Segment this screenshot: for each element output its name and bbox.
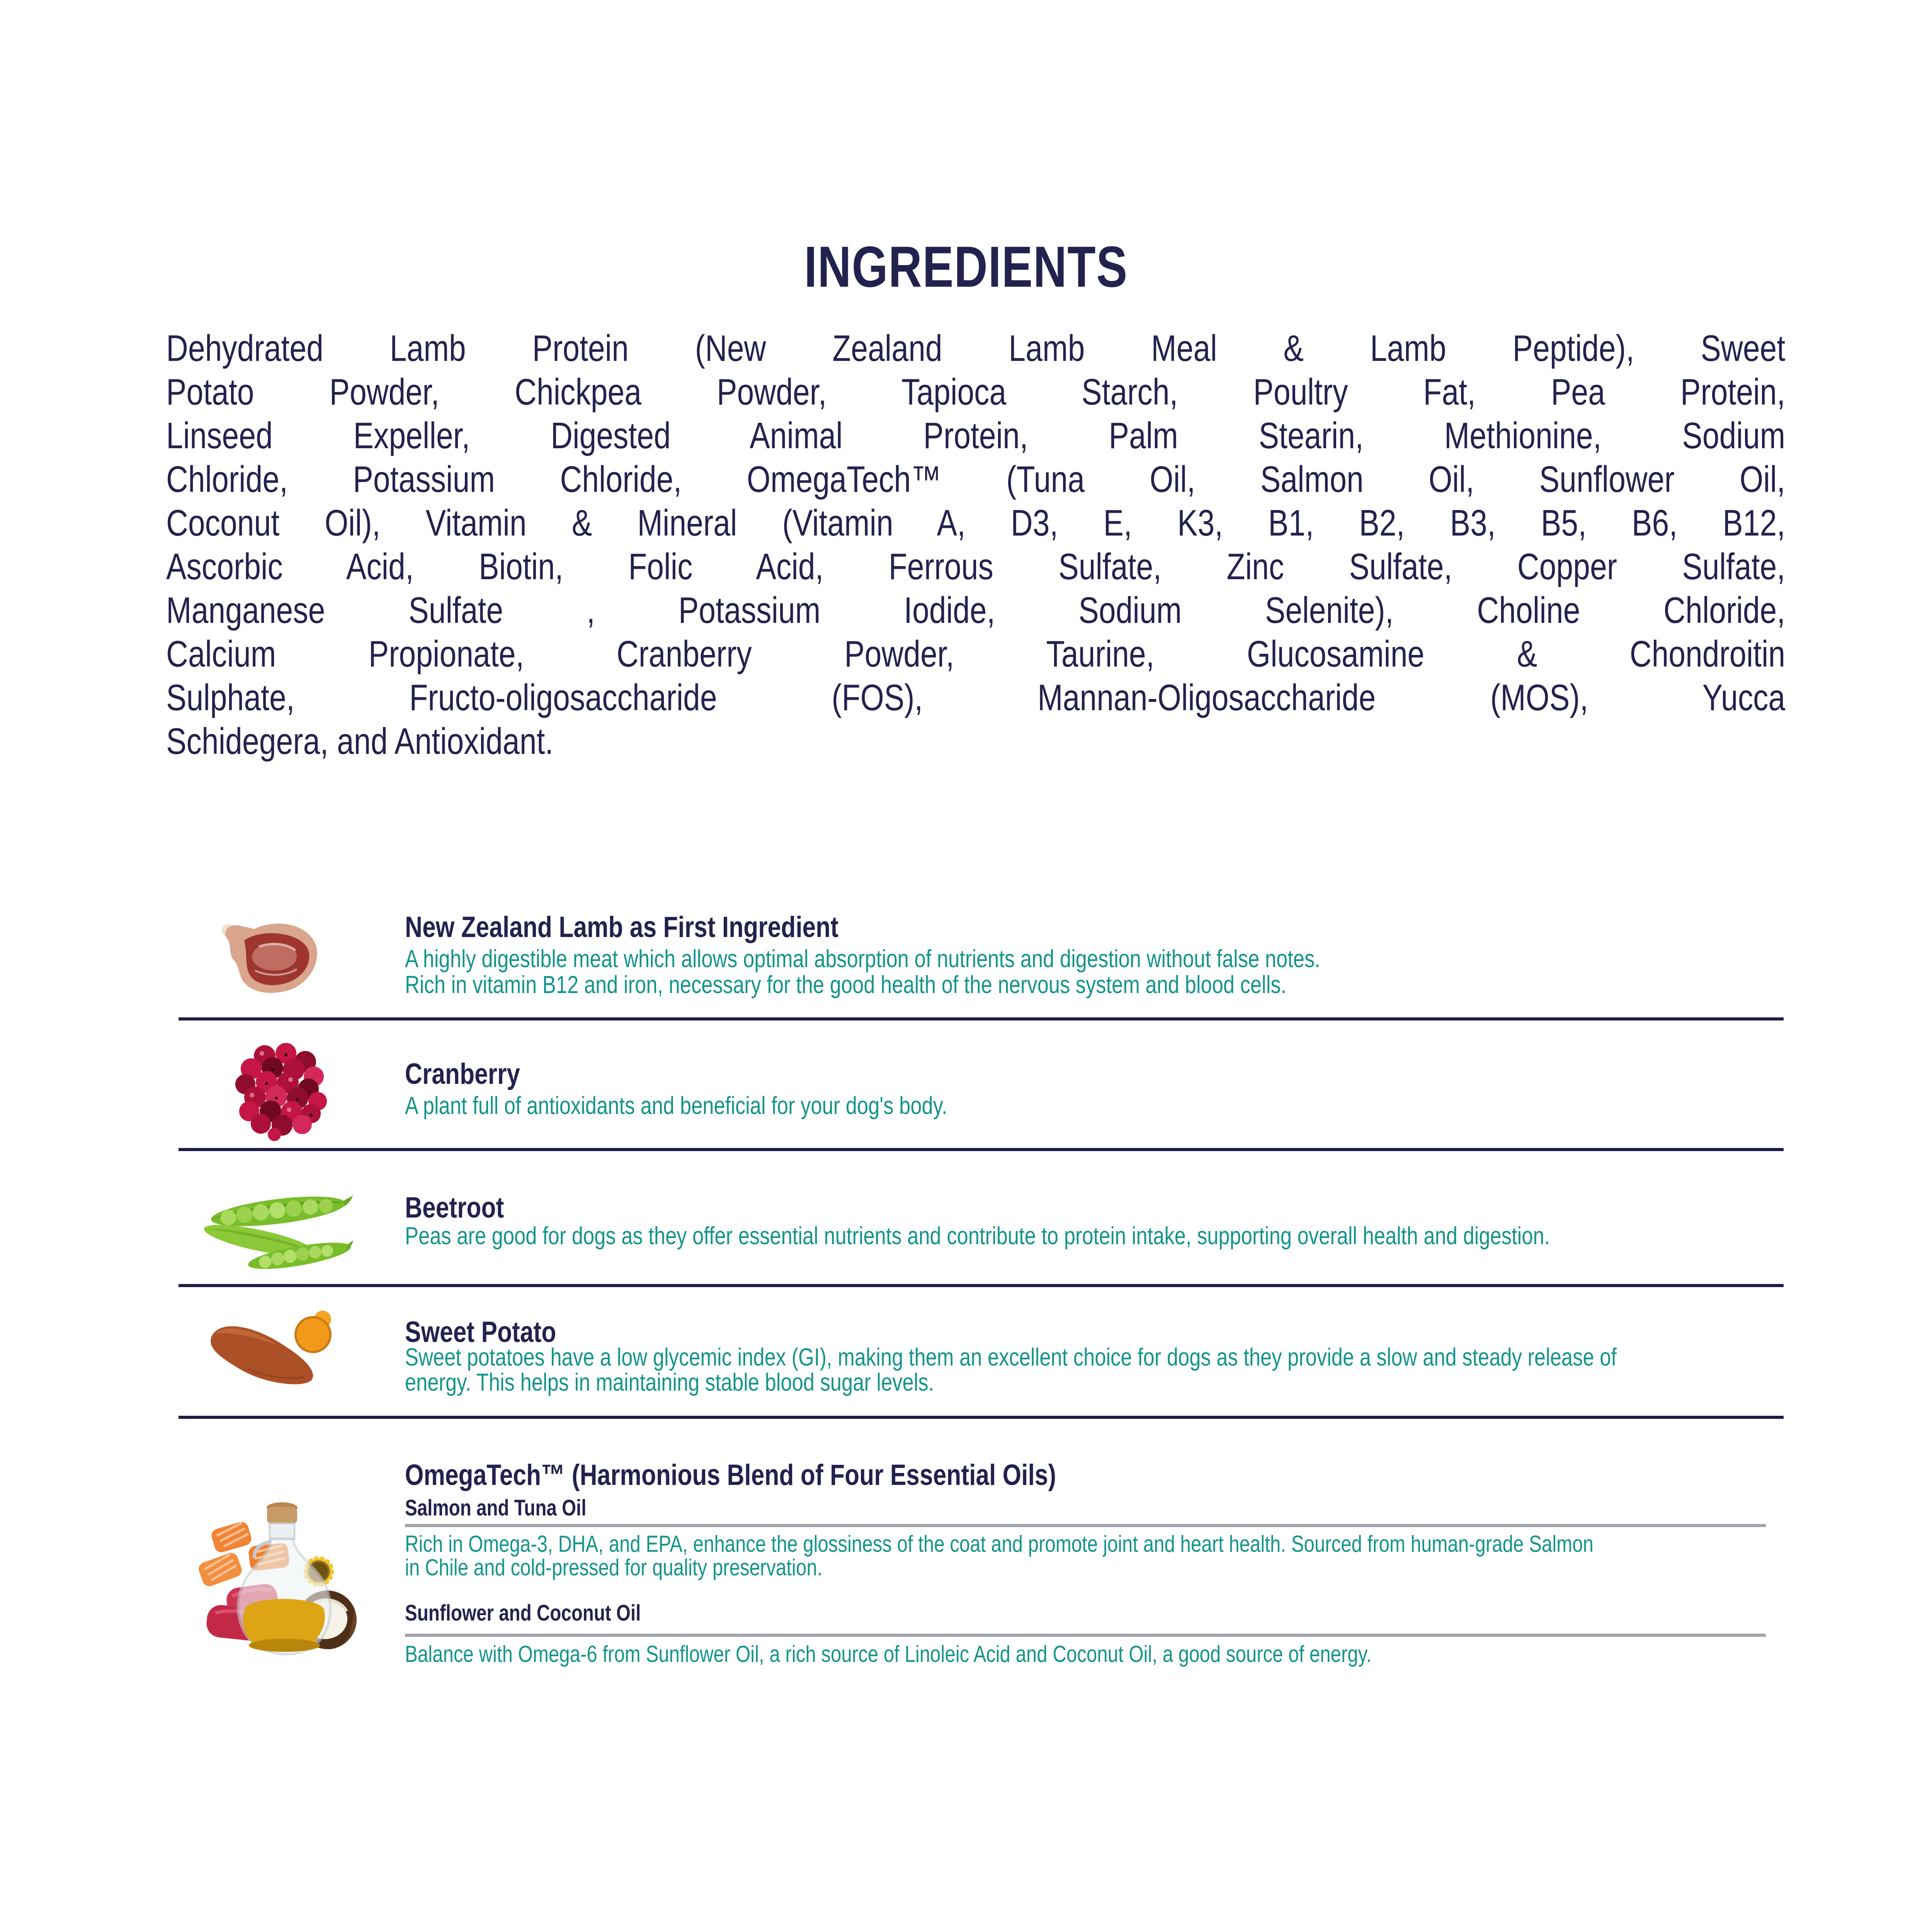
paragraph-line: Potato Powder, Chickpea Powder, Tapioca Starch, Poultry Fat, Pea Protein, [166, 371, 1786, 413]
subsection-desc-salmon-tuna-oil [405, 1532, 1594, 1579]
desc-line: energy. This helps in maintaining stable blood sugar levels. [405, 1368, 934, 1396]
desc-line: in Chile and cold-pressed for quality preservation. [405, 1554, 823, 1580]
paragraph-line: Chloride, Potassium Chloride, OmegaTech™ (Tuna Oil, Salmon Oil, Sunflower Oil, [166, 459, 1786, 500]
section-divider-4 [179, 1416, 1784, 1419]
pea-pods-icon [201, 1182, 355, 1271]
section-desc-sweet-potato [405, 1345, 1617, 1395]
paragraph-line: Ascorbic Acid, Biotin, Folic Acid, Ferrous Sulfate, Zinc Sulfate, Copper Sulfate, [166, 546, 1786, 587]
oil-subsection-rule-2 [405, 1634, 1766, 1637]
page-title: INGREDIENTS [804, 234, 1128, 299]
desc-line: Rich in vitamin B12 and iron, necessary for the good health of the nervous system and blood cells. [405, 971, 1287, 998]
section-desc-beetroot [405, 1223, 1550, 1249]
desc-line: Sweet potatoes have a low glycemic index (GI), making them an excellent choice for dogs as they provide a slow and steady release of [405, 1343, 1617, 1371]
section-title-lamb: New Zealand Lamb as First Ingredient [405, 911, 839, 944]
paragraph-line: Linseed Expeller, Digested Animal Protein, Palm Stearin, Methionine, Sodium [166, 415, 1786, 456]
paragraph-line: Schidegera, and Antioxidant. [166, 721, 554, 762]
lamb-chop-icon [216, 917, 323, 1000]
paragraph-line: Coconut Oil), Vitamin & Mineral (Vitamin A, D3, E, K3, B1, B2, B3, B5, B6, B12, [166, 502, 1786, 544]
paragraph-line: Dehydrated Lamb Protein (New Zealand Lamb Meal & Lamb Peptide), Sweet [166, 328, 1786, 369]
desc-line: Balance with Omega-6 from Sunflower Oil, a rich source of Linoleic Acid and Coconut Oil, a good source of energy. [405, 1641, 1372, 1667]
oil-subsection-rule-1 [405, 1524, 1766, 1527]
desc-line: Peas are good for dogs as they offer essential nutrients and contribute to protein intake, supporting overall health and digestion. [405, 1222, 1550, 1250]
section-divider-1 [179, 1017, 1784, 1020]
cranberries-icon [228, 1035, 332, 1141]
ingredients-paragraph [166, 327, 1785, 763]
paragraph-line: Sulphate, Fructo-oligosaccharide (FOS), Mannan-Oligosaccharide (MOS), Yucca [166, 677, 1786, 718]
section-title-cranberry: Cranberry [405, 1058, 520, 1090]
desc-line: A highly digestible meat which allows optimal absorption of nutrients and digestion without false notes. [405, 945, 1320, 973]
section-desc-cranberry [405, 1093, 947, 1119]
subsection-desc-sunflower-coconut-oil [405, 1642, 1371, 1666]
section-desc-lamb [405, 946, 1320, 998]
sweet-potato-icon [201, 1311, 336, 1398]
essential-oils-icon [191, 1492, 363, 1678]
section-title-sweet-potato: Sweet Potato [405, 1316, 556, 1349]
subsection-title-salmon-tuna-oil: Salmon and Tuna Oil [405, 1495, 587, 1520]
subsection-title-sunflower-coconut-oil: Sunflower and Coconut Oil [405, 1600, 641, 1626]
section-title-beetroot: Beetroot [405, 1191, 504, 1224]
paragraph-line: Manganese Sulfate , Potassium Iodide, Sodium Selenite), Choline Chloride, [166, 590, 1786, 631]
paragraph-line: Calcium Propionate, Cranberry Powder, Taurine, Glucosamine & Chondroitin [166, 633, 1786, 675]
section-divider-2 [179, 1148, 1784, 1151]
desc-line: A plant full of antioxidants and beneficial for your dog's body. [405, 1092, 947, 1119]
section-divider-3 [179, 1284, 1784, 1287]
section-title-omegatech: OmegaTech™ (Harmonious Blend of Four Essential Oils) [405, 1459, 1056, 1492]
desc-line: Rich in Omega-3, DHA, and EPA, enhance the glossiness of the coat and promote joint and heart health. Sourced from human-grade Salmon [405, 1531, 1594, 1557]
